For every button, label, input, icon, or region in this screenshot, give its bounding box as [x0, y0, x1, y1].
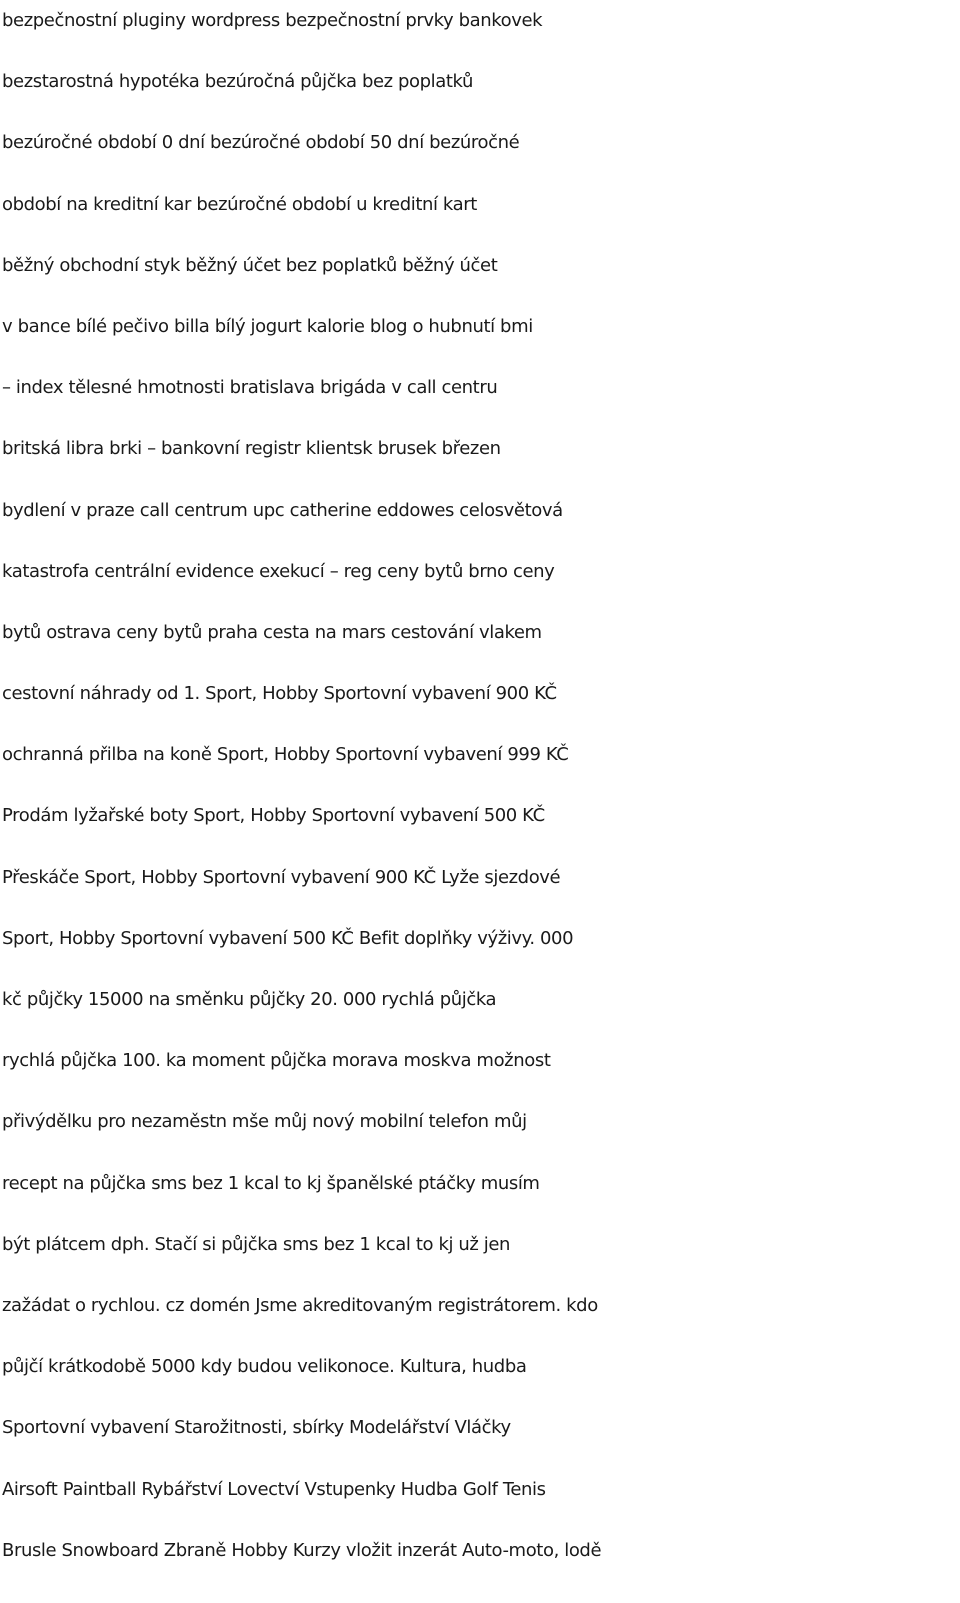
text-line: Sportovní vybavení Starožitnosti, sbírky Modelářství Vláčky: [2, 1417, 511, 1439]
text-line: Přeskáče Sport, Hobby Sportovní vybavení 900 KČ Lyže sjezdové: [2, 866, 561, 888]
text-line: bytů ostrava ceny bytů praha cesta na mars cestování vlakem: [2, 621, 542, 643]
text-line: – index tělesné hmotnosti bratislava brigáda v call centru: [2, 377, 498, 399]
text-line: ochranná přilba na koně Sport, Hobby Sportovní vybavení 999 KČ: [2, 744, 569, 766]
text-line: přivýdělku pro nezaměstn mše můj nový mobilní telefon můj: [2, 1111, 527, 1133]
text-line: půjčí krátkodobě 5000 kdy budou velikonoce. Kultura, hudba: [2, 1356, 527, 1378]
text-line: katastrofa centrální evidence exekucí – reg ceny bytů brno ceny: [2, 560, 555, 582]
text-line: britská libra brki – bankovní registr klientsk brusek březen: [2, 438, 501, 460]
text-line: bydlení v praze call centrum upc catherine eddowes celosvětová: [2, 499, 563, 521]
text-line: kč půjčky 15000 na směnku půjčky 20. 000 rychlá půjčka: [2, 989, 497, 1010]
text-line: období na kreditní kar bezúročné období u kreditní kart: [2, 193, 477, 215]
text-line: být plátcem dph. Stačí si půjčka sms bez 1 kcal to kj už jen: [2, 1233, 511, 1255]
text-line: zažádat o rychlou. cz domén Jsme akreditovaným registrátorem. kdo: [2, 1294, 598, 1316]
text-line: rychlá půjčka 100. ka moment půjčka morava moskva možnost: [2, 1050, 551, 1072]
text-line: Airsoft Paintball Rybářství Lovectví Vstupenky Hudba Golf Tenis: [2, 1478, 546, 1500]
text-line: cestovní náhrady od 1. Sport, Hobby Sportovní vybavení 900 KČ: [2, 683, 557, 705]
text-line: Brusle Snowboard Zbraně Hobby Kurzy vložit inzerát Auto-moto, lodě: [2, 1539, 602, 1561]
text-line: bezúročné období 0 dní bezúročné období 50 dní bezúročné: [2, 132, 520, 154]
text-line: v bance bílé pečivo billa bílý jogurt kalorie blog o hubnutí bmi: [2, 315, 533, 337]
text-line: Sport, Hobby Sportovní vybavení 500 KČ Befit doplňky výživy. 000: [2, 927, 574, 949]
text-line: Prodám lyžařské boty Sport, Hobby Sportovní vybavení 500 KČ: [2, 805, 545, 827]
text-line: bezstarostná hypotéka bezúročná půjčka bez poplatků: [2, 71, 474, 93]
text-line: bezpečnostní pluginy wordpress bezpečnostní prvky bankovek: [2, 10, 543, 31]
text-line: běžný obchodní styk běžný účet bez poplatků běžný účet: [2, 254, 498, 276]
text-line: recept na půjčka sms bez 1 kcal to kj španělské ptáčky musím: [2, 1172, 540, 1194]
